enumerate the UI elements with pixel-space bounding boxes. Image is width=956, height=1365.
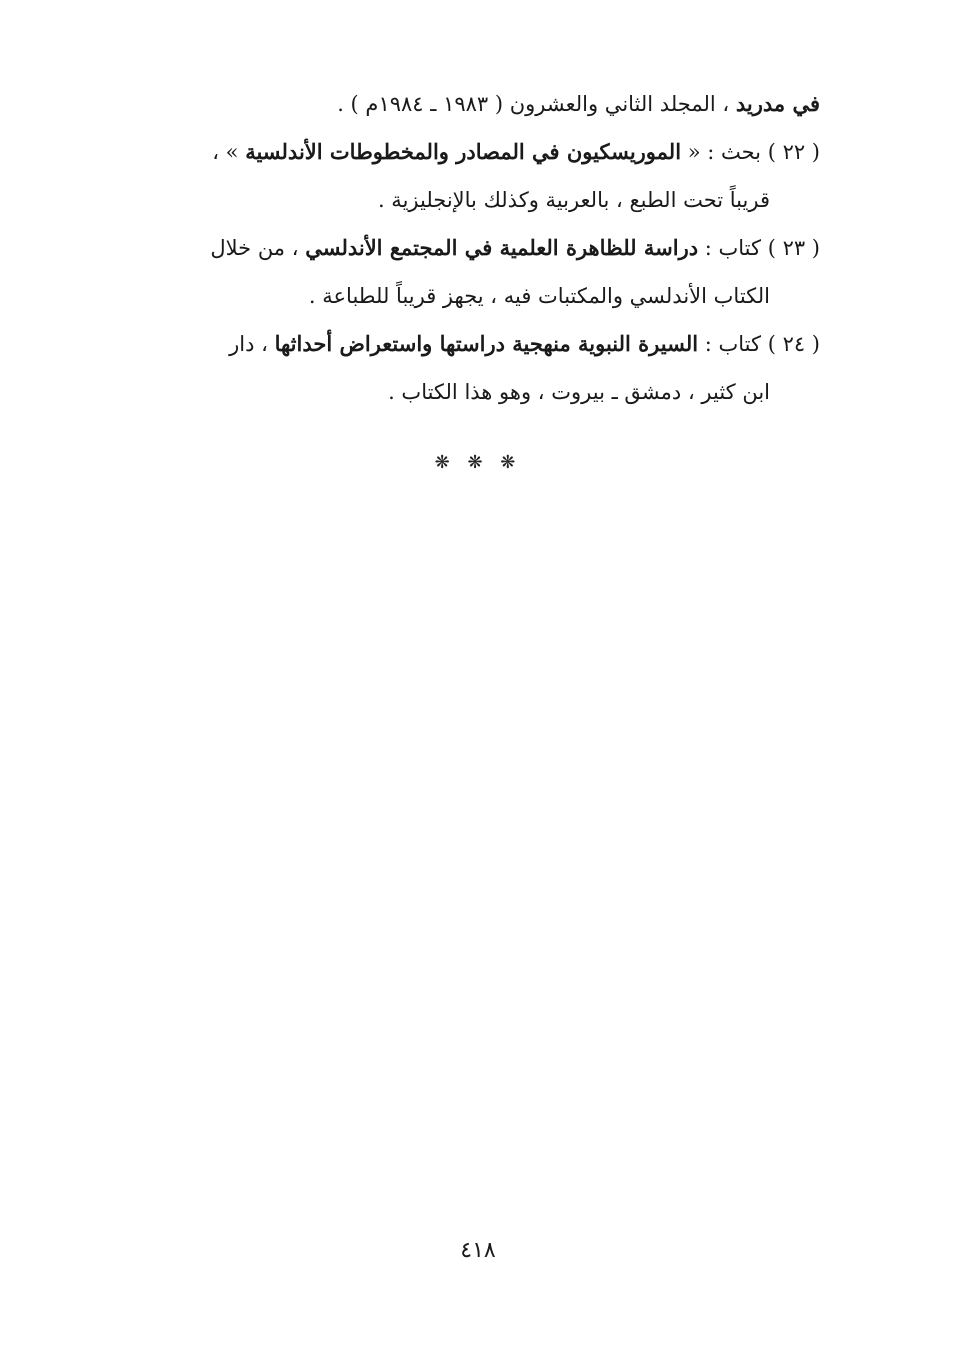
entry-prefix: ( ٢٤ ) كتاب : — [704, 332, 820, 356]
entry-first-line — [108, 320, 820, 368]
list-item — [108, 320, 820, 416]
bibliography-list — [108, 80, 820, 416]
entry-continuation: قريباً تحت الطبع ، بالعربية وكذلك بالإنجليزية . — [377, 188, 770, 212]
intro-text: ، المجلد الثاني والعشرون ( ١٩٨٣ ـ ١٩٨٤م ) . — [337, 92, 730, 116]
entry-suffix: » ، — [212, 140, 239, 164]
list-item — [108, 224, 820, 320]
entry-first-line — [108, 128, 820, 176]
entry-continuation: الكتاب الأندلسي والمكتبات فيه ، يجهز قريباً للطباعة . — [308, 284, 770, 308]
entry-title: السيرة النبوية منهجية دراستها واستعراض أحداثها — [274, 331, 699, 356]
intro-line — [108, 80, 820, 128]
entry-suffix: ، دار — [229, 332, 268, 356]
entry-title: الموريسكيون في المصادر والمخطوطات الأندلسية — [245, 139, 682, 164]
section-separator: ❋ ❋ ❋ — [434, 452, 522, 473]
entry-first-line — [108, 224, 820, 272]
list-item — [108, 128, 820, 224]
entry-prefix: ( ٢٣ ) كتاب : — [704, 236, 820, 260]
entry-prefix: ( ٢٢ ) بحث : « — [687, 140, 820, 164]
entry-continuation: ابن كثير ، دمشق ـ بيروت ، وهو هذا الكتاب . — [388, 380, 770, 404]
entry-title: دراسة للظاهرة العلمية في المجتمع الأندلسي — [305, 235, 699, 260]
entry-suffix: ، من خلال — [210, 236, 299, 260]
intro-bold-text: في مدريد — [735, 91, 820, 116]
page-number: ٤١٨ — [460, 1238, 496, 1263]
